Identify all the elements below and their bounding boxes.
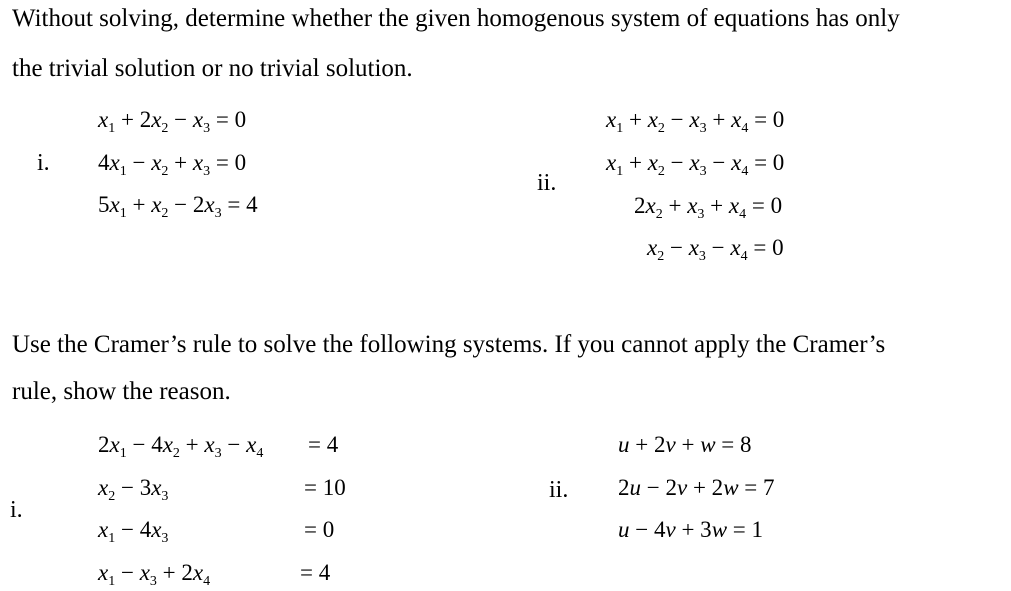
section2-system-ii-eq3: u − 4v + 3w = 1	[618, 517, 764, 542]
section2-system-i-label: i.	[10, 497, 23, 523]
section2-system-ii-label: ii.	[549, 477, 569, 503]
section2-system-ii-eq2: 2u − 2v + 2w = 7	[618, 475, 775, 500]
section1-system-i-label: i.	[37, 150, 50, 176]
section2-instruction-line1: Use the Cramer’s rule to solve the following systems. If you cannot apply the Cramer’s	[12, 331, 886, 358]
section1-system-ii-label: ii.	[537, 170, 557, 196]
section1-system-i-eq3: $5x_1 + x_2 - 2x_3 = 4$	[98, 192, 258, 221]
section2-system-i-eq2: $x_2 - 3x_3$	[98, 475, 169, 504]
section1-system-i-eq2: $4x_1 - x_2 + x_3 = 0$	[98, 150, 247, 179]
section1-system-ii-eq4: $x_2 - x_3 - x_4 = 0$	[647, 235, 784, 264]
section2-system-i-rhs2: = 10	[304, 475, 346, 500]
section1-instruction-line2: the trivial solution or no trivial solution.	[12, 55, 413, 82]
section1-system-ii-eq1: $x_1 + x_2 - x_3 + x_4 = 0$	[606, 107, 785, 136]
section1-instruction-line1: Without solving, determine whether the given homogenous system of equations has only	[12, 5, 900, 32]
section2-system-i-rhs1: = 4	[308, 432, 339, 457]
section2-system-i-eq1: $2x_1 - 4x_2 + x_3 - x_4$	[98, 432, 264, 461]
section2-system-i-eq3: $x_1 - 4x_3$	[98, 517, 169, 546]
section2-instruction-line2: rule, show the reason.	[12, 378, 231, 405]
section2-system-i-rhs3: = 0	[304, 517, 335, 542]
section2-system-i-rhs4: = 4	[300, 560, 331, 585]
section2-system-i-eq4: $x_1 - x_3 + 2x_4$	[98, 560, 211, 589]
section1-system-ii-eq2: $x_1 + x_2 - x_3 - x_4 = 0$	[606, 150, 785, 179]
section2-system-ii-eq1: u + 2v + w = 8	[618, 432, 752, 457]
section1-system-ii-eq3: $2x_2 + x_3 + x_4 = 0$	[634, 193, 783, 222]
section1-system-i-eq1: $x_1 + 2x_2 - x_3 = 0$	[98, 107, 247, 136]
